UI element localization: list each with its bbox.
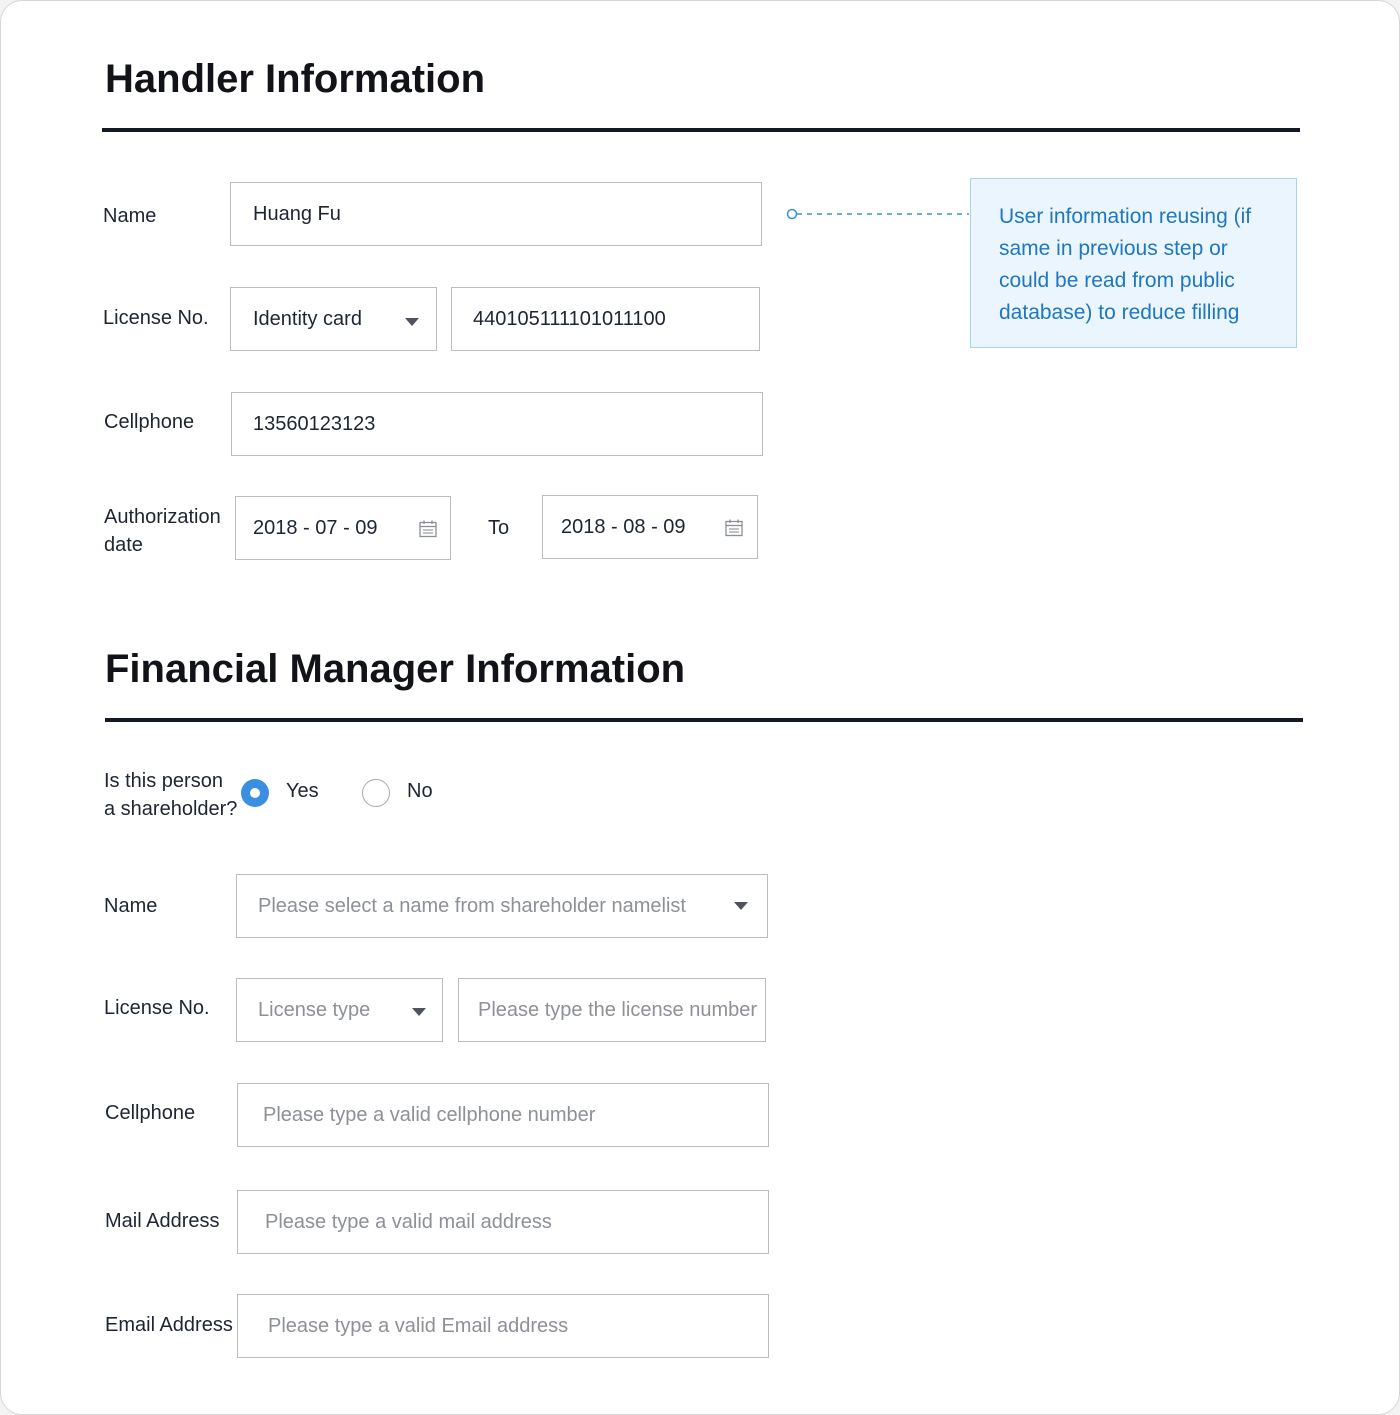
chevron-down-icon [734, 902, 748, 910]
financial-mail-input[interactable] [237, 1190, 769, 1254]
financial-license-label: License No. [104, 997, 210, 1019]
handler-name-input[interactable] [230, 182, 762, 246]
auth-label-line-2: date [104, 534, 143, 556]
shareholder-question-label [104, 767, 237, 823]
handler-cellphone-value: 13560123123 [253, 412, 376, 435]
financial-license-type-placeholder: License type [258, 998, 371, 1021]
shareholder-yes-radio[interactable] [241, 779, 269, 807]
financial-section-title: Financial Manager Information [105, 647, 686, 691]
annotation-line-4: database) to reduce filling [999, 301, 1240, 324]
annotation-line-1: User information reusing (if [999, 205, 1252, 228]
handler-license-label: License No. [103, 307, 209, 329]
handler-cellphone-label: Cellphone [104, 411, 195, 433]
financial-mail-placeholder: Please type a valid mail address [265, 1210, 552, 1233]
financial-email-input[interactable] [237, 1294, 769, 1358]
financial-name-label: Name [104, 895, 158, 917]
handler-section-divider [102, 128, 1300, 132]
annotation-line-3: could be read from public [999, 269, 1235, 292]
financial-email-label: Email Address [105, 1314, 233, 1336]
date-range-to-label: To [488, 517, 510, 539]
financial-email-placeholder: Please type a valid Email address [268, 1314, 569, 1337]
shareholder-yes-label[interactable]: Yes [286, 780, 319, 802]
annotation-connector [785, 206, 971, 222]
shareholder-label-line-1: Is this person [104, 770, 223, 792]
financial-license-number-placeholder: Please type the license number [478, 998, 758, 1021]
financial-license-number-input[interactable] [458, 978, 766, 1042]
shareholder-label-line-2: a shareholder? [104, 798, 238, 820]
handler-cellphone-input[interactable] [231, 392, 763, 456]
financial-cellphone-placeholder: Please type a valid cellphone number [263, 1103, 596, 1126]
handler-license-type-value: Identity card [253, 307, 362, 330]
calendar-icon[interactable] [725, 519, 743, 537]
financial-cellphone-label: Cellphone [105, 1102, 196, 1124]
annotation-line-2: same in previous step or [999, 237, 1228, 260]
auth-date-to-value: 2018 - 08 - 09 [561, 515, 686, 538]
chevron-down-icon [405, 318, 419, 326]
financial-section-divider [105, 718, 1303, 722]
financial-mail-label: Mail Address [105, 1210, 220, 1232]
financial-license-type-select[interactable] [236, 978, 443, 1042]
chevron-down-icon [412, 1008, 426, 1016]
shareholder-no-label[interactable]: No [407, 780, 433, 802]
handler-license-number-value: 440105111101011100 [473, 307, 666, 330]
handler-section-title: Handler Information [105, 57, 486, 101]
shareholder-no-radio[interactable] [362, 779, 390, 807]
financial-name-placeholder: Please select a name from shareholder namelist [258, 894, 686, 917]
handler-auth-date-label [104, 503, 221, 559]
financial-name-select[interactable] [236, 874, 768, 938]
handler-name-label: Name [103, 205, 157, 227]
auth-label-line-1: Authorization [104, 506, 221, 528]
financial-cellphone-input[interactable] [237, 1083, 769, 1147]
calendar-icon[interactable] [419, 520, 437, 538]
auth-date-from-value: 2018 - 07 - 09 [253, 516, 378, 539]
handler-license-type-select[interactable] [230, 287, 437, 351]
auth-date-from-picker[interactable] [235, 496, 451, 560]
reuse-info-annotation [970, 178, 1297, 348]
handler-license-number-input[interactable] [451, 287, 760, 351]
handler-name-value: Huang Fu [253, 202, 341, 225]
auth-date-to-picker[interactable] [542, 495, 758, 559]
